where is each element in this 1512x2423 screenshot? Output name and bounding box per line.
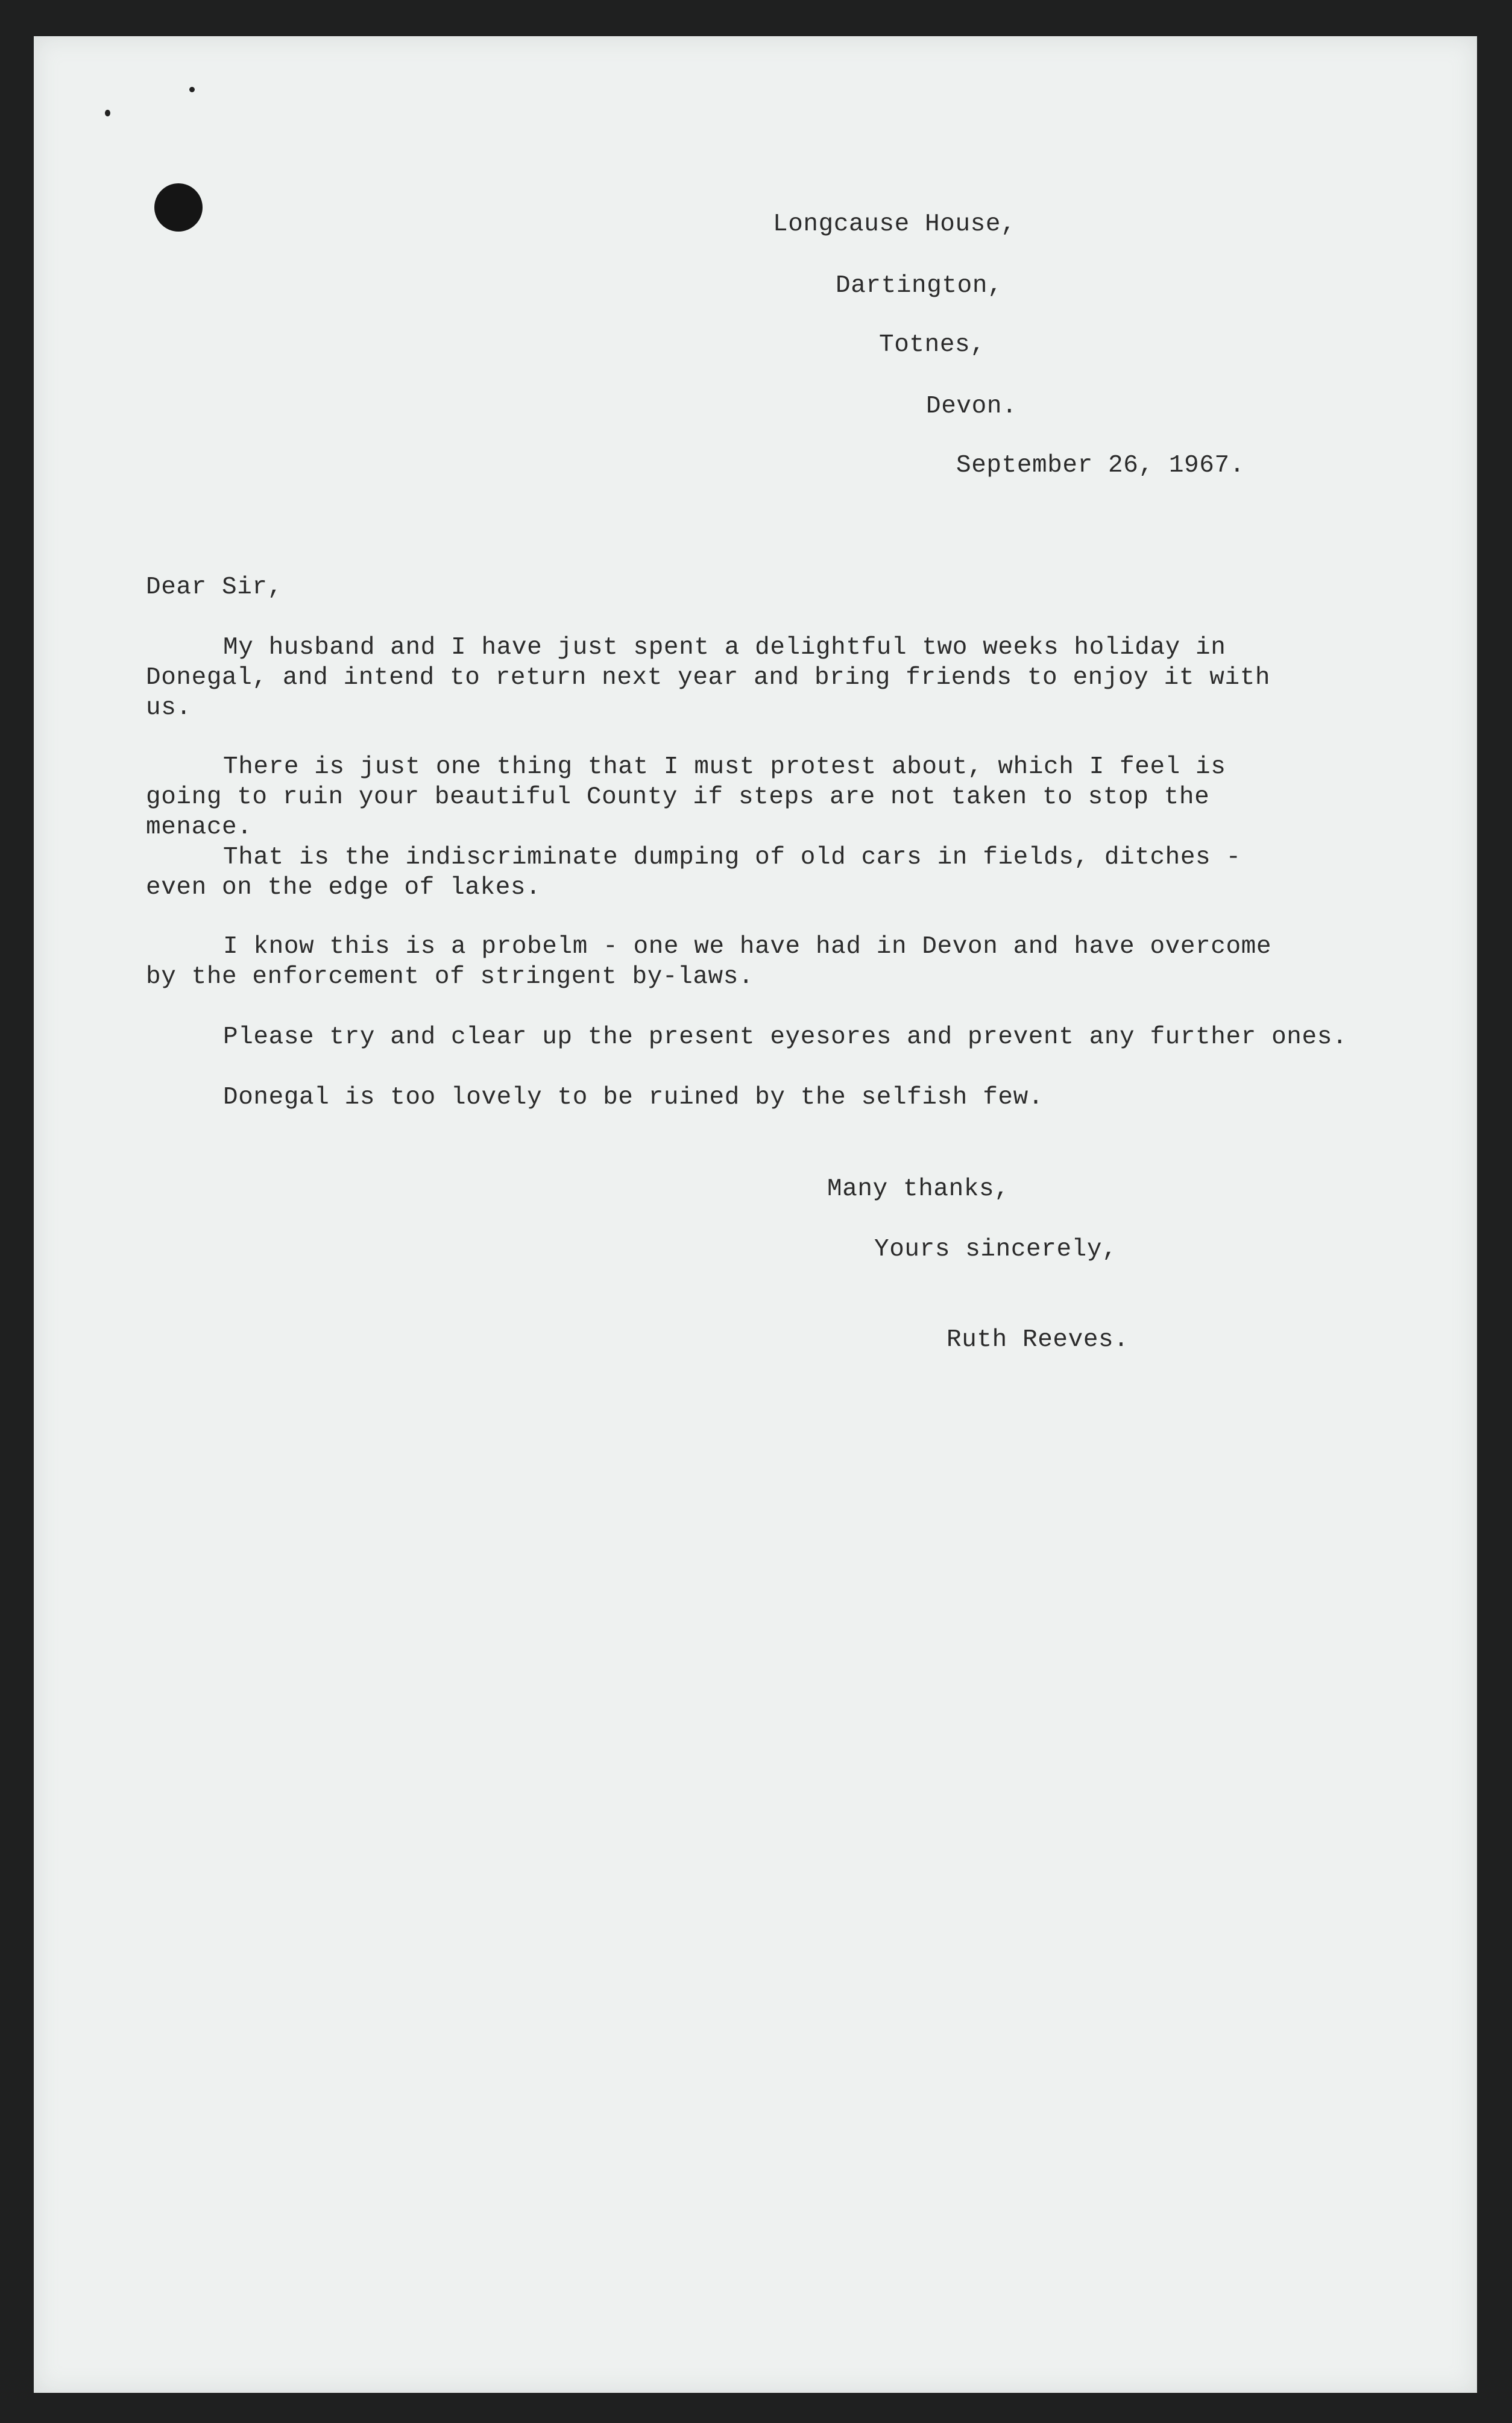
paper-speck: [105, 110, 110, 116]
paragraph-3-line-2: even on the edge of lakes.: [146, 874, 541, 902]
address-line-4: Devon.: [926, 393, 1018, 420]
letter-date: September 26, 1967.: [956, 452, 1245, 479]
paper-speck: [189, 87, 195, 92]
salutation: Dear Sir,: [146, 573, 283, 601]
paragraph-1-line-1: My husband and I have just spent a delightful two weeks holiday in: [223, 634, 1226, 662]
paragraph-2-line-1: There is just one thing that I must protest about, which I feel is: [223, 753, 1226, 781]
paragraph-4-line-2: by the enforcement of stringent by-laws.: [146, 963, 754, 991]
paragraph-5: Please try and clear up the present eyesores and prevent any further ones.: [223, 1023, 1348, 1051]
address-line-3: Totnes,: [879, 331, 986, 359]
paragraph-2-line-3: menace.: [146, 813, 253, 841]
paragraph-1-line-2: Donegal, and intend to return next year and bring friends to enjoy it with: [146, 664, 1271, 692]
address-line-1: Longcause House,: [773, 210, 1016, 238]
closing-thanks: Many thanks,: [827, 1175, 1010, 1203]
paragraph-4-line-1: I know this is a probelm - one we have had in Devon and have overcome: [223, 933, 1272, 961]
punch-hole: [154, 183, 203, 232]
signature-name: Ruth Reeves.: [947, 1326, 1129, 1354]
paragraph-3-line-1: That is the indiscriminate dumping of old cars in fields, ditches -: [223, 844, 1241, 871]
paragraph-1-line-3: us.: [146, 694, 192, 722]
letter-page: [34, 36, 1477, 2393]
paragraph-6: Donegal is too lovely to be ruined by the selfish few.: [223, 1084, 1044, 1111]
address-line-2: Dartington,: [836, 272, 1003, 300]
closing-valediction: Yours sincerely,: [874, 1236, 1118, 1263]
paragraph-2-line-2: going to ruin your beautiful County if steps are not taken to stop the: [146, 783, 1210, 811]
